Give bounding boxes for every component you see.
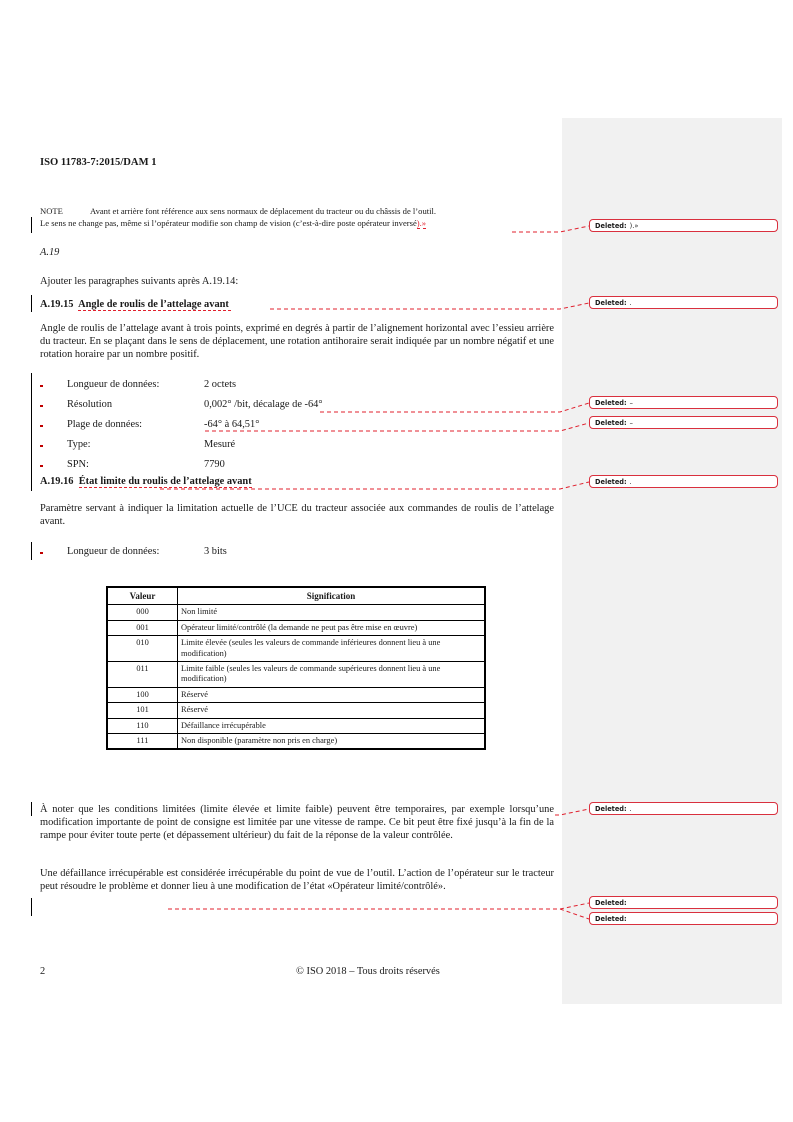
list-bullet	[40, 465, 43, 467]
tracked-deletion-mark[interactable]: ).»	[416, 217, 427, 228]
deleted-comment-balloon[interactable]	[589, 912, 778, 925]
deleted-comment-balloon[interactable]	[589, 296, 778, 309]
meaning-cell: Opérateur limité/contrôlé (la demande ne peut pas être mise en œuvre)	[178, 620, 486, 635]
list-bullet	[40, 445, 43, 447]
balloon-label: Deleted:	[595, 915, 627, 923]
property-row	[40, 418, 550, 432]
value-cell: 100	[107, 687, 178, 702]
property-value: 2 octets	[204, 379, 237, 390]
table-row	[107, 605, 485, 620]
markup-pane	[562, 118, 782, 1004]
leader-line	[270, 303, 589, 309]
change-bar	[31, 898, 32, 916]
property-value: 7790	[204, 459, 225, 470]
balloon-text: –	[629, 419, 633, 427]
table-row	[107, 718, 485, 733]
note-line-1: Avant et arrière font référence aux sens normaux de déplacement du tracteur ou du châssis de l’outil.	[90, 206, 437, 216]
meaning-cell: Réservé	[178, 687, 486, 702]
table-row	[107, 703, 485, 718]
property-key: Longueur de données:	[67, 379, 160, 390]
property-value: 0,002° /bit, décalage de -64°	[204, 399, 323, 410]
table-row	[107, 620, 485, 635]
note-block	[40, 206, 554, 229]
property-key: Plage de données:	[67, 419, 143, 430]
annex-reference: A.19	[40, 247, 60, 258]
limitation-note-paragraph: À noter que les conditions limitées (limite élevée et limite faible) peuvent être temporaires, par exemple lorsqu’une modification importante de point de consigne est limitée par une vitesse de rampe. Ce bit peut être fixé jusqu’à la fin de la rampe pour éviter toute perte (et dépassement ultérieur) du fait de la réponse de la valeur contrôlée.	[40, 804, 554, 842]
column-header-valeur: Valeur	[107, 587, 178, 605]
change-bar	[31, 295, 32, 312]
value-cell: 011	[107, 662, 178, 688]
deleted-comment-balloon[interactable]	[589, 396, 778, 409]
deleted-comment-balloon[interactable]	[589, 475, 778, 488]
note-tag: NOTE	[40, 206, 63, 216]
section-number: A.19.16	[40, 476, 74, 487]
list-bullet	[40, 405, 43, 407]
table-row	[107, 734, 485, 750]
balloon-text: .	[629, 299, 632, 307]
balloon-label: Deleted:	[595, 222, 627, 230]
deleted-comment-balloon[interactable]	[589, 802, 778, 815]
column-header-signification: Signification	[178, 587, 486, 605]
section-heading-a19-15	[40, 298, 231, 311]
table-header-row	[107, 587, 485, 605]
value-cell: 000	[107, 605, 178, 620]
balloon-label: Deleted:	[595, 299, 627, 307]
balloon-label: Deleted:	[595, 399, 627, 407]
section-description: Angle de roulis de l’attelage avant à trois points, exprimé en degrés à partir de l’alignement horizontal avec l’essieu arrière du tracteur. En se plaçant dans le sens de déplacement, une rotation antihoraire serait indiquée par un nombre négatif et une rotation horaire par un nombre positif.	[40, 323, 554, 361]
value-cell: 111	[107, 734, 178, 750]
meaning-cell: Non limité	[178, 605, 486, 620]
deleted-comment-balloon[interactable]	[589, 896, 778, 909]
value-cell: 110	[107, 718, 178, 733]
section-number: A.19.15	[40, 299, 74, 310]
meaning-cell: Non disponible (paramètre non pris en charge)	[178, 734, 486, 750]
property-row	[40, 378, 550, 392]
property-key: Résolution	[67, 399, 113, 410]
property-value: Mesuré	[204, 439, 236, 450]
change-bar	[31, 542, 32, 560]
property-value: 3 bits	[204, 546, 227, 557]
value-cell: 001	[107, 620, 178, 635]
property-key: SPN:	[67, 459, 89, 470]
property-row	[40, 438, 550, 452]
table-row	[107, 687, 485, 702]
table-row	[107, 636, 485, 662]
section-title: État limite du roulis de l’attelage avant	[78, 476, 252, 487]
meaning-cell: Limite élevée (seules les valeurs de commande inférieures donnent lieu à une modification)	[178, 636, 486, 662]
change-bar	[31, 802, 32, 816]
section-title: Angle de roulis de l’attelage avant	[78, 299, 229, 310]
property-value: -64° à 64,51°	[204, 419, 260, 430]
property-row	[40, 458, 550, 472]
list-bullet	[40, 385, 43, 387]
balloon-text: .	[629, 478, 632, 486]
list-bullet	[40, 425, 43, 427]
values-table	[106, 586, 486, 750]
balloon-label: Deleted:	[595, 899, 627, 907]
list-bullet	[40, 552, 43, 554]
instruction-text: Ajouter les paragraphes suivants après A.19.14:	[40, 276, 239, 287]
meaning-cell: Défaillance irrécupérable	[178, 718, 486, 733]
leader-line	[168, 903, 589, 909]
property-row	[40, 545, 550, 559]
document-header-title: ISO 11783-7:2015/DAM 1	[40, 157, 157, 168]
meaning-cell: Réservé	[178, 703, 486, 718]
property-key: Longueur de données:	[67, 546, 160, 557]
balloon-label: Deleted:	[595, 478, 627, 486]
property-row	[40, 398, 550, 412]
value-cell: 010	[107, 636, 178, 662]
balloon-text: –	[629, 399, 633, 407]
property-key: Type:	[67, 439, 91, 450]
section-description: Paramètre servant à indiquer la limitation actuelle de l’UCE du tracteur associée aux commandes de roulis de l’attelage avant.	[40, 503, 554, 528]
deleted-comment-balloon[interactable]	[589, 219, 778, 232]
failure-paragraph: Une défaillance irrécupérable est considérée irrécupérable du point de vue de l’outil. L’action de l’opérateur sur le tracteur peut résoudre le problème et donner lieu à une modification de l’état «Opérateur limité/contrôlé».	[40, 868, 554, 893]
balloon-label: Deleted:	[595, 419, 627, 427]
table-row	[107, 662, 485, 688]
change-bar	[31, 217, 32, 233]
meaning-cell: Limite faible (seules les valeurs de commande supérieures donnent lieu à une modification)	[178, 662, 486, 688]
change-bar	[31, 373, 32, 491]
note-line-2: Le sens ne change pas, même si l’opérateur modifie son champ de vision (c’est-à-dire poste opérateur inversé	[40, 217, 417, 228]
balloon-text: ).»	[629, 222, 639, 230]
balloon-text: .	[629, 805, 632, 813]
section-heading-a19-16	[40, 475, 252, 488]
copyright-notice: © ISO 2018 – Tous droits réservés	[296, 966, 440, 977]
value-cell: 101	[107, 703, 178, 718]
deleted-comment-balloon[interactable]	[589, 416, 778, 429]
balloon-label: Deleted:	[595, 805, 627, 813]
page-number: 2	[40, 966, 46, 977]
